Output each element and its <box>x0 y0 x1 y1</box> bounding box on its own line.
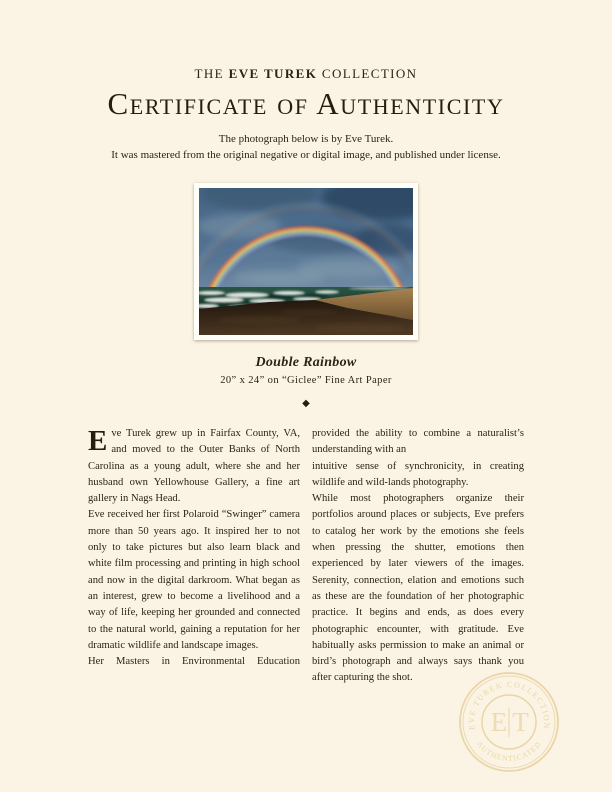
collection-pre: THE <box>194 66 229 81</box>
double-rainbow-photo <box>199 188 413 335</box>
diamond-separator-icon: ◆ <box>302 398 310 409</box>
bio-paragraph: Her Masters in Environmental Education <box>88 656 300 668</box>
page-title: Certificate of Authenticity <box>107 86 505 121</box>
bio-paragraph: While most photographers organize their portfolios around places or subjects, Eve prefers to catalog her work by the emotions she feels when pressing the shutter, emotions then experienced by later viewers of the images. Serenity, connection, elation and emotions such as these are the foundation of her photographic practice. It begins and ends, as does every photographic encounter, with gratitude. Eve habitually asks permission to make an animal or bird’s photograph and always says thank you after capturing the shot. <box>312 493 524 684</box>
certificate-header <box>0 0 612 163</box>
seal-monogram-t: T <box>512 707 529 737</box>
collection-line <box>0 66 612 82</box>
bio-paragraph <box>88 426 300 507</box>
bio-left-column <box>88 426 300 687</box>
artwork-title: Double Rainbow <box>255 355 357 370</box>
collection-name: EVE TUREK <box>228 66 318 81</box>
artist-bio <box>88 426 524 687</box>
artwork-size-medium: 20” x 24” on “Giclee” Fine Art Paper <box>220 375 392 386</box>
bio-paragraph: intuitive sense of synchronicity, in creating wildlife and wild-lands photography. <box>312 460 524 488</box>
bio-paragraph: provided the ability to combine a naturalist’s understanding with an <box>312 428 524 456</box>
seal-authenticated-text: AUTHENTICATED <box>475 739 543 764</box>
bio-right-column <box>312 426 524 687</box>
subtitle-line-2: It was mastered from the original negative or digital image, and published under license. <box>111 149 501 161</box>
seal-monogram-e: E <box>490 707 508 737</box>
subtitle <box>0 131 612 163</box>
bio-paragraph-text: ve Turek grew up in Fairfax County, VA, and moved to the Outer Banks of North Carolina as a young adult, where she and her husband own Yellowhouse Gallery, a fine art gallery in Nags Head. <box>88 428 300 505</box>
authenticity-seal <box>457 670 561 774</box>
seal-top-text: EVE TUREK COLLECTION <box>466 679 552 731</box>
bio-paragraph: Eve received her first Polaroid “Swinger” camera more than 50 years ago. It inspired her to not only to take pictures but also learn black and white film processing and printing in high school and now in the digital darkroom. What began as an interest, grew to become a livelihood and a way of life, keeping her grounded and connected to the natural world, gaining a reputation for her dramatic wildlife and landscape images. <box>88 509 300 651</box>
drop-cap: E <box>88 425 108 457</box>
subtitle-line-1: The photograph below is by Eve Turek. <box>218 133 394 145</box>
artwork-photo-frame <box>194 183 418 340</box>
collection-post: COLLECTION <box>317 66 418 81</box>
